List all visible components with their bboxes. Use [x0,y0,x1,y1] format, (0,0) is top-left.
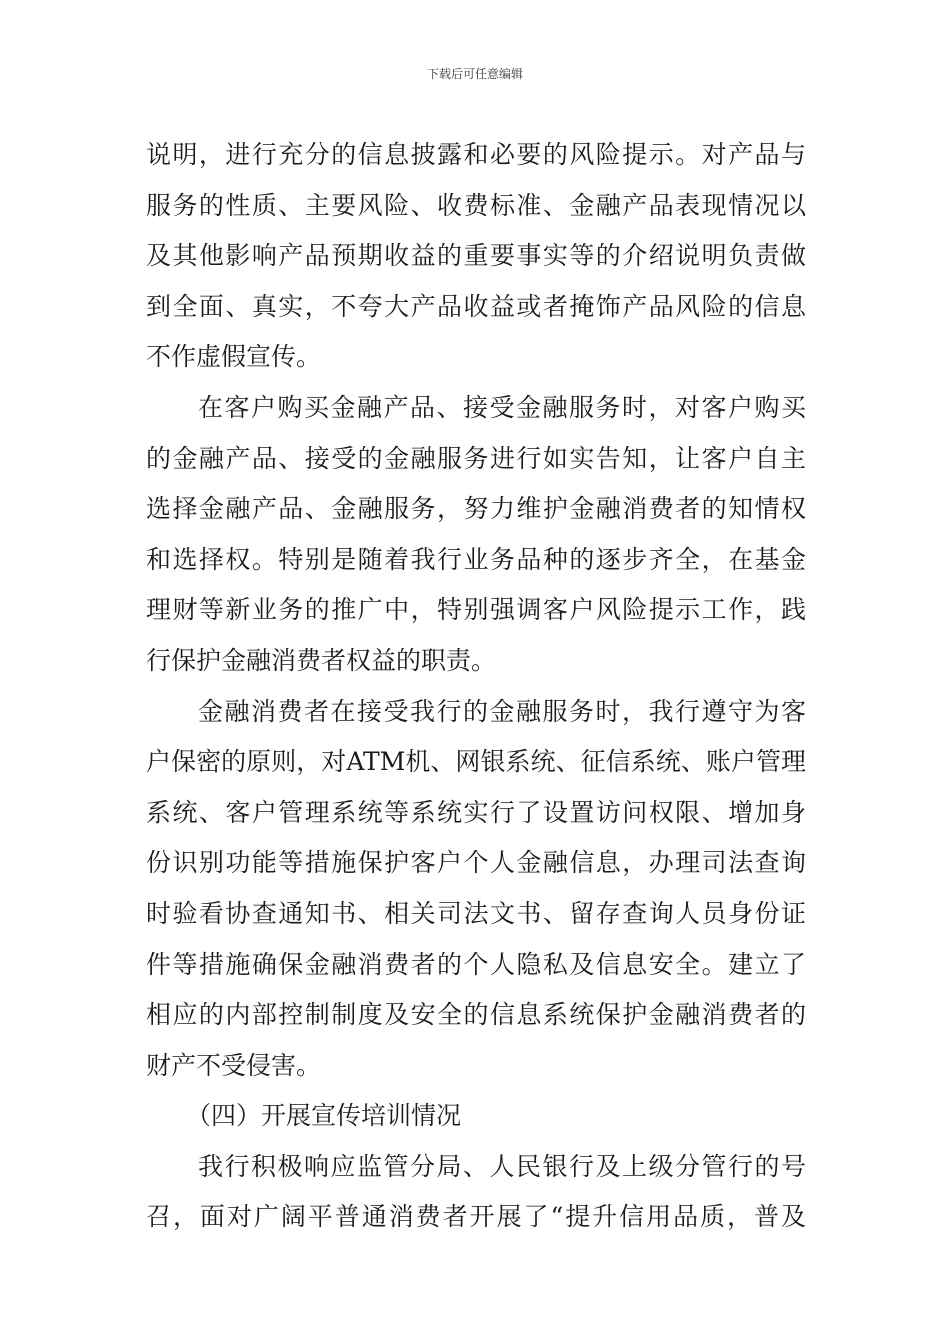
text-line: 财产不受侵害。 [146,1050,322,1080]
text-line: 不作虚假宣传。 [146,342,322,372]
text-line: 份识别功能等措施保护客户个人金融信息，办理司法查询 [146,848,806,878]
text-line: 时验看协查通知书、相关司法文书、留存查询人员身份证 [146,898,806,928]
text-line: 及其他影响产品预期收益的重要事实等的介绍说明负责做 [146,241,806,271]
text-line: 理财等新业务的推广中，特别强调客户风险提示工作，践 [146,595,806,625]
page-header: 下载后可任意编辑 [426,67,523,81]
text-line: 召，面对广阔平普通消费者开展了“提升信用品质，普及 [146,1202,806,1232]
text-line: 到全面、真实，不夸大产品收益或者掩饰产品风险的信息 [146,291,806,321]
section-heading: （四）开展宣传培训情况 [186,1101,462,1131]
text-line: 系统、客户管理系统等系统实行了设置访问权限、增加身 [146,797,806,827]
text-line: 行保护金融消费者权益的职责。 [146,645,497,675]
text-line: 服务的性质、主要风险、收费标准、金融产品表现情况以 [146,190,806,220]
text-line: 和选择权。特别是随着我行业务品种的逐步齐全，在基金 [146,544,806,574]
text-line: 选择金融产品、金融服务，努力维护金融消费者的知情权 [146,494,806,524]
text-line: 户保密的原则，对ATM机、网银系统、征信系统、账户管理 [146,747,806,777]
text-line: 件等措施确保金融消费者的个人隐私及信息安全。建立了 [146,949,806,979]
paragraph-first-line: 在客户购买金融产品、接受金融服务时，对客户购买 [198,392,806,422]
document-body [146,130,806,1243]
text-line: 的金融产品、接受的金融服务进行如实告知，让客户自主 [146,443,806,473]
text-line: 相应的内部控制制度及安全的信息系统保护金融消费者的 [146,1000,806,1030]
paragraph-first-line: 我行积极响应监管分局、人民银行及上级分管行的号 [198,1151,806,1181]
paragraph-first-line: 金融消费者在接受我行的金融服务时，我行遵守为客 [198,696,806,726]
text-line: 说明，进行充分的信息披露和必要的风险提示。对产品与 [146,140,806,169]
